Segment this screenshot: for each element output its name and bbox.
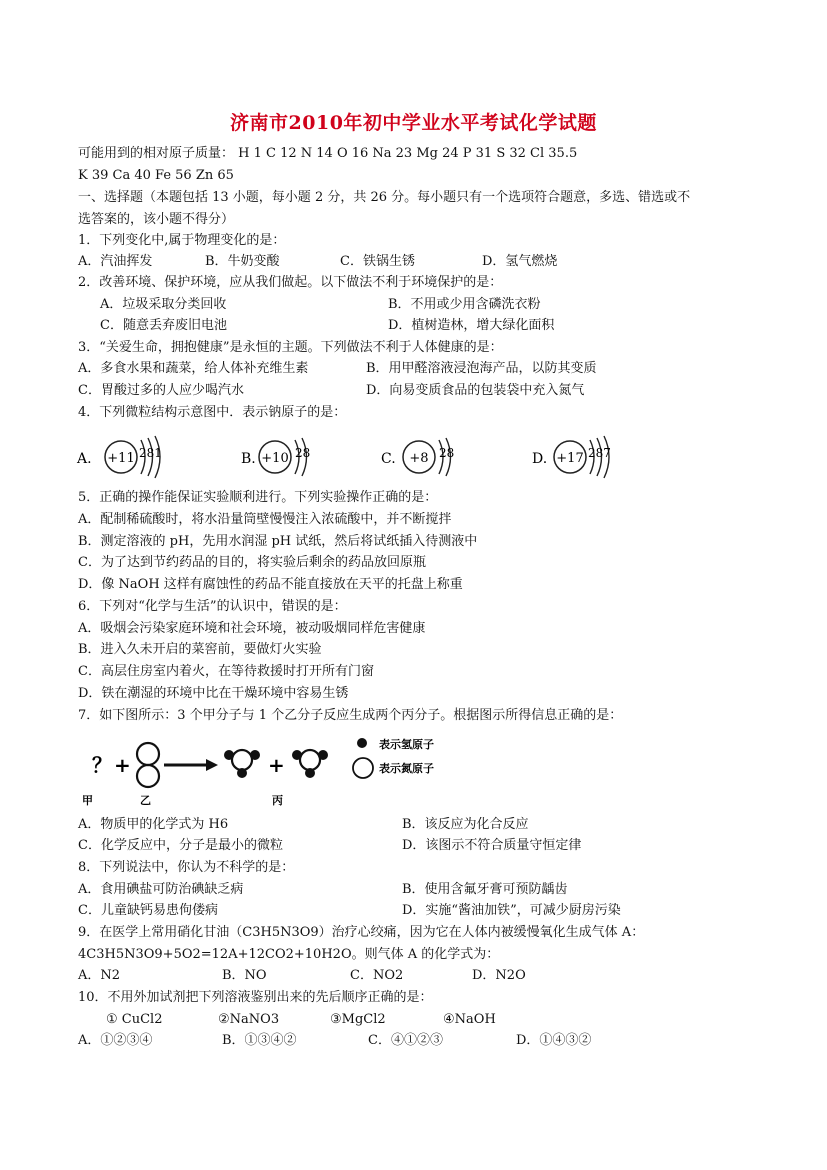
n2-atom-top [137, 743, 159, 765]
q10-solution-1: ① CuCl2 [106, 1012, 163, 1027]
q2-option-b: B．不用或少用含磷洗衣粉 [388, 297, 541, 312]
diagram-a-label: A. [77, 451, 92, 467]
q1-stem: 1．下列变化中,属于物理变化的是： [78, 233, 286, 248]
diagram-a-shells: 281 [139, 446, 162, 460]
q7-stem: 7．如下图所示：3 个甲分子与 1 个乙分子反应生成两个丙分子。根据图示所得信息正确的是： [78, 708, 623, 723]
q1-option-b: B．牛奶变酸 [205, 254, 280, 269]
q1-option-a: A．汽油挥发 [78, 254, 153, 269]
q9-stem-1: 9．在医学上常用硝化甘油（C3H5N3O9）治疗心绞痛，因为它在人体内被缓慢氧化生成气体 A： [78, 925, 645, 940]
q1-option-d: D．氢气燃烧 [482, 254, 558, 269]
q8-option-b: B．使用含氟牙膏可预防龋齿 [402, 882, 568, 897]
q5-option-a: A．配制稀硫酸时，将水沿量筒壁慢慢注入浓硫酸中，并不断搅拌 [78, 512, 452, 527]
q9-option-d: D．N2O [472, 968, 526, 983]
q3-option-d: D．向易变质食品的包装袋中充入氮气 [366, 383, 585, 398]
q6-option-a: A．吸烟会污染家庭环境和社会环境，被动吸烟同样危害健康 [78, 621, 426, 636]
label-bing: 丙 [272, 794, 283, 807]
label-yi: 乙 [140, 794, 151, 807]
q3-option-a: A．多食水果和蔬菜，给人体补充维生素 [78, 361, 309, 376]
q7-option-d: D．该图示不符合质量守恒定律 [402, 838, 582, 853]
q10-solution-2: ②NaNO3 [218, 1012, 280, 1027]
diagram-d-shells: 287 [588, 446, 611, 460]
q6-option-c: C．高层住房室内着火，在等待救援时打开所有门窗 [78, 664, 374, 679]
section-instructions-1: 一、选择题（本题包括 13 小题，每小题 2 分，共 26 分。每小题只有一个选项符合题意，多选、错选或不 [78, 190, 691, 205]
plus-sign-1: + [114, 753, 131, 777]
q10-stem: 10．不用外加试剂把下列溶液鉴别出来的先后顺序正确的是： [78, 990, 433, 1005]
diagram-a-nucleus: +11 [107, 451, 135, 466]
q10-solution-4: ④NaOH [443, 1012, 496, 1027]
q6-stem: 6．下列对“化学与生活”的认识中，错误的是： [78, 599, 347, 614]
q7-option-a: A．物质甲的化学式为 H6 [78, 817, 229, 832]
diagram-c-shells: 28 [439, 446, 455, 460]
q10-option-c: C．④①②③ [368, 1033, 443, 1048]
diagram-b-shells: 28 [295, 446, 311, 460]
q6-option-b: B．进入久未开启的菜窖前，要做灯火实验 [78, 642, 322, 657]
q2-stem: 2．改善环境、保护环境，应从我们做起。以下做法不利于环境保护的是： [78, 275, 503, 290]
q10-option-d: D．①④③② [516, 1033, 592, 1048]
n2-atom-bottom [137, 765, 159, 787]
q3-option-b: B．用甲醛溶液浸泡海产品，以防其变质 [366, 361, 597, 376]
diagram-d [532, 436, 611, 478]
diagram-d-label: D. [532, 451, 548, 467]
q8-stem: 8．下列说法中，你认为不科学的是： [78, 860, 295, 875]
page-title: 济南市2010年初中学业水平考试化学试题 [230, 112, 597, 134]
diagram-b-label: B. [241, 451, 256, 467]
q2-option-c: C．随意丢弃废旧电池 [100, 318, 227, 333]
nh3-molecule-1 [224, 750, 260, 778]
q6-option-d: D．铁在潮湿的环境中比在干燥环境中容易生锈 [78, 686, 349, 701]
legend-hydrogen-dot [357, 738, 367, 748]
q8-option-c: C．儿童缺钙易患佝偻病 [78, 903, 218, 918]
reaction-arrow-head [206, 759, 218, 771]
diagram-c-nucleus: +8 [409, 451, 429, 466]
legend-nitrogen-label: 表示氮原子 [379, 762, 434, 775]
diagram-b [241, 438, 310, 476]
atomic-masses-line-2: K 39 Ca 40 Fe 56 Zn 65 [78, 168, 234, 183]
label-jia: 甲 [82, 794, 93, 807]
q7-option-c: C．化学反应中，分子是最小的微粒 [78, 838, 283, 853]
q9-stem-2: 4C3H5N3O9+5O2=12A+12CO2+10H2O。则气体 A 的化学式为： [78, 947, 500, 962]
plus-sign-2: + [268, 753, 285, 777]
q2-option-d: D．植树造林，增大绿化面积 [388, 318, 555, 333]
q4-stem: 4．下列微粒结构示意图中．表示钠原子的是： [78, 405, 347, 420]
diagram-b-nucleus: +10 [261, 451, 289, 466]
q5-stem: 5．正确的操作能保证实验顺利进行。下列实验操作正确的是： [78, 490, 438, 505]
diagram-c-label: C. [381, 451, 396, 467]
q3-stem: 3．“关爱生命，拥抱健康”是永恒的主题。下列做法不利于人体健康的是： [78, 340, 503, 355]
diagram-a [76, 436, 162, 478]
q3-option-c: C．胃酸过多的人应少喝汽水 [78, 383, 244, 398]
diagram-c [381, 438, 454, 476]
legend-nitrogen-circle [353, 758, 373, 778]
atomic-masses-line-1: 可能用到的相对原子质量： H 1 C 12 N 14 O 16 Na 23 Mg 24 P 31 S 32 Cl 35.5 [78, 146, 578, 161]
q10-solution-3: ③MgCl2 [330, 1012, 386, 1027]
q9-option-b: B．NO [222, 968, 267, 983]
unknown-molecule-symbol: ？ [92, 753, 112, 777]
nh3-molecule-2 [292, 750, 328, 778]
section-instructions-2: 选答案的，该小题不得分） [78, 212, 235, 227]
q2-option-a: A．垃圾采取分类回收 [100, 297, 227, 312]
q10-option-a: A．①②③④ [78, 1033, 153, 1048]
q1-option-c: C．铁锅生锈 [340, 254, 415, 269]
q8-option-a: A．食用碘盐可防治碘缺乏病 [78, 882, 244, 897]
q4-atomic-structure-diagrams [75, 428, 635, 484]
q9-option-a: A．N2 [78, 968, 121, 983]
legend-hydrogen-label: 表示氢原子 [379, 738, 434, 751]
diagram-d-nucleus: +17 [556, 451, 584, 466]
q5-option-c: C．为了达到节约药品的目的，将实验后剩余的药品放回原瓶 [78, 555, 426, 570]
q7-option-b: B．该反应为化合反应 [402, 817, 529, 832]
q7-reaction-figure [82, 728, 502, 810]
q5-option-b: B．测定溶液的 pH，先用水润湿 pH 试纸，然后将试纸插入待测液中 [78, 534, 478, 549]
q5-option-d: D．像 NaOH 这样有腐蚀性的药品不能直接放在天平的托盘上称重 [78, 577, 463, 592]
q8-option-d: D．实施“酱油加铁”，可减少厨房污染 [402, 903, 621, 918]
q10-option-b: B．①③④② [222, 1033, 297, 1048]
q9-option-c: C．NO2 [350, 968, 404, 983]
